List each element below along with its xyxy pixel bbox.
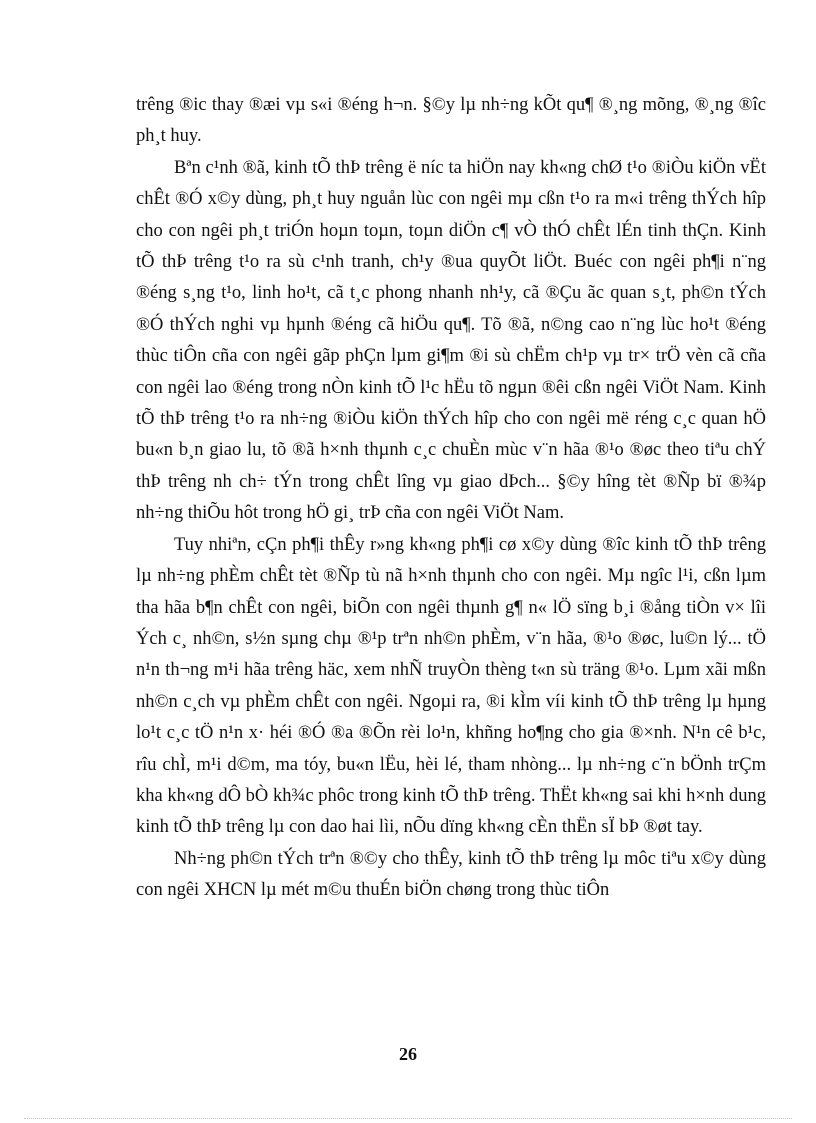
- footer-divider: [24, 1118, 792, 1119]
- paragraph-market-environment: Bªn c¹nh ®ã, kinh tÕ thÞ trêng ë níc ta hiÖn nay kh«ng chØ t¹o ®iÒu kiÖn vËt chÊt ®Ó x©y dùng, ph¸t huy nguån lùc con ngêi mµ cßn t¹o ra m«i trêng thÝch hîp cho con ngêi ph¸t triÓn hoµn toµn, toµn diÖn c¶ vÒ thÓ chÊt lÉn tinh thÇn. Kinh tÕ thÞ trêng t¹o ra sù c¹nh tranh, ch¹y ®ua quyÕt liÖt. Buéc con ngêi ph¶i n¨ng ®éng s¸ng t¹o, linh ho¹t, cã t¸c phong nhanh nh¹y, cã ®Çu ãc quan s¸t, ph©n tÝch ®Ó thÝch nghi vµ hµnh ®éng cã hiÖu qu¶. Tõ ®ã, n©ng cao n¨ng lùc ho¹t ®éng thùc tiÔn cña con ngêi gãp phÇn lµm gi¶m ®i sù chËm ch¹p vµ tr× trÖ vèn cã cña con ngêi lao ®éng trong nÒn kinh tÕ l¹c hËu tõ ngµn ®êi cßn ngêi ViÖt Nam. Kinh tÕ thÞ trêng t¹o ra nh÷ng ®iÒu kiÖn thÝch hîp cho con ngêi më réng c¸c quan hÖ bu«n b¸n giao lu, tõ ®ã h×nh thµnh c¸c chuÈn mùc v¨n hãa ®¹o ®øc theo tiªu chÝ thÞ trêng nh ch÷ tÝn trong chÊt lîng vµ giao dÞch... §©y hîng tèt ®Ñp bï ®¾p nh÷ng thiÕu hôt trong hÖ gi¸ trÞ cña con ngêi ViÖt Nam.: [136, 157, 766, 524]
- paragraph-continuation: trêng ®ic thay ®æi vµ s«i ®éng h¬n. §©y lµ nh÷ng kÕt qu¶ ®¸ng mõng, ®¸ng ®îc ph¸t huy.: [136, 95, 766, 147]
- paragraph-conclusion: Nh÷ng ph©n tÝch trªn ®©y cho thÊy, kinh tÕ thÞ trêng lµ môc tiªu x©y dùng con ngêi XHCN lµ mét m©u thuÉn biÖn chøng trong thùc tiÔn: [136, 848, 766, 901]
- body-text: [136, 90, 766, 907]
- paragraph-negative-effects: Tuy nhiªn, cÇn ph¶i thÊy r»ng kh«ng ph¶i cø x©y dùng ®îc kinh tÕ thÞ trêng lµ nh÷ng phÈm chÊt tèt ®Ñp tù nã h×nh thµnh cho con ngêi. Mµ ngîc l¹i, cßn lµm tha hãa b¶n chÊt con ngêi, biÕn con ngêi thµnh g¶ n« lÖ sïng b¸i ®ång tiÒn v× lîi Ých c¸ nh©n, s½n sµng chµ ®¹p trªn nh©n phÈm, v¨n hãa, ®¹o ®øc, lu©n lý... tÖ n¹n th¬ng m¹i hãa trêng häc, xem nhÑ truyÒn thèng t«n sù träng ®¹o. Lµm xãi mßn nh©n c¸ch vµ phÈm chÊt con ngêi. Ngoµi ra, ®i kÌm víi kinh tÕ thÞ trêng lµ hµng lo¹t c¸c tÖ n¹n x· héi ®Ó ®a ®Õn rèi lo¹n, khñng ho¶ng cho gia ®×nh. N¹n cê b¹c, rîu chÌ, m¹i d©m, ma tóy, bu«n lËu, hèi lé, tham nhòng... lµ nh÷ng c¨n bÖnh trÇm kha kh«ng dÔ bÒ kh¾c phôc trong kinh tÕ thÞ trêng. ThËt kh«ng sai khi h×nh dung kinh tÕ thÞ trêng lµ con dao hai lìi, nÕu dïng kh«ng cÈn thËn sÏ bÞ ®øt tay.: [136, 534, 766, 838]
- page-number: 26: [399, 1044, 417, 1064]
